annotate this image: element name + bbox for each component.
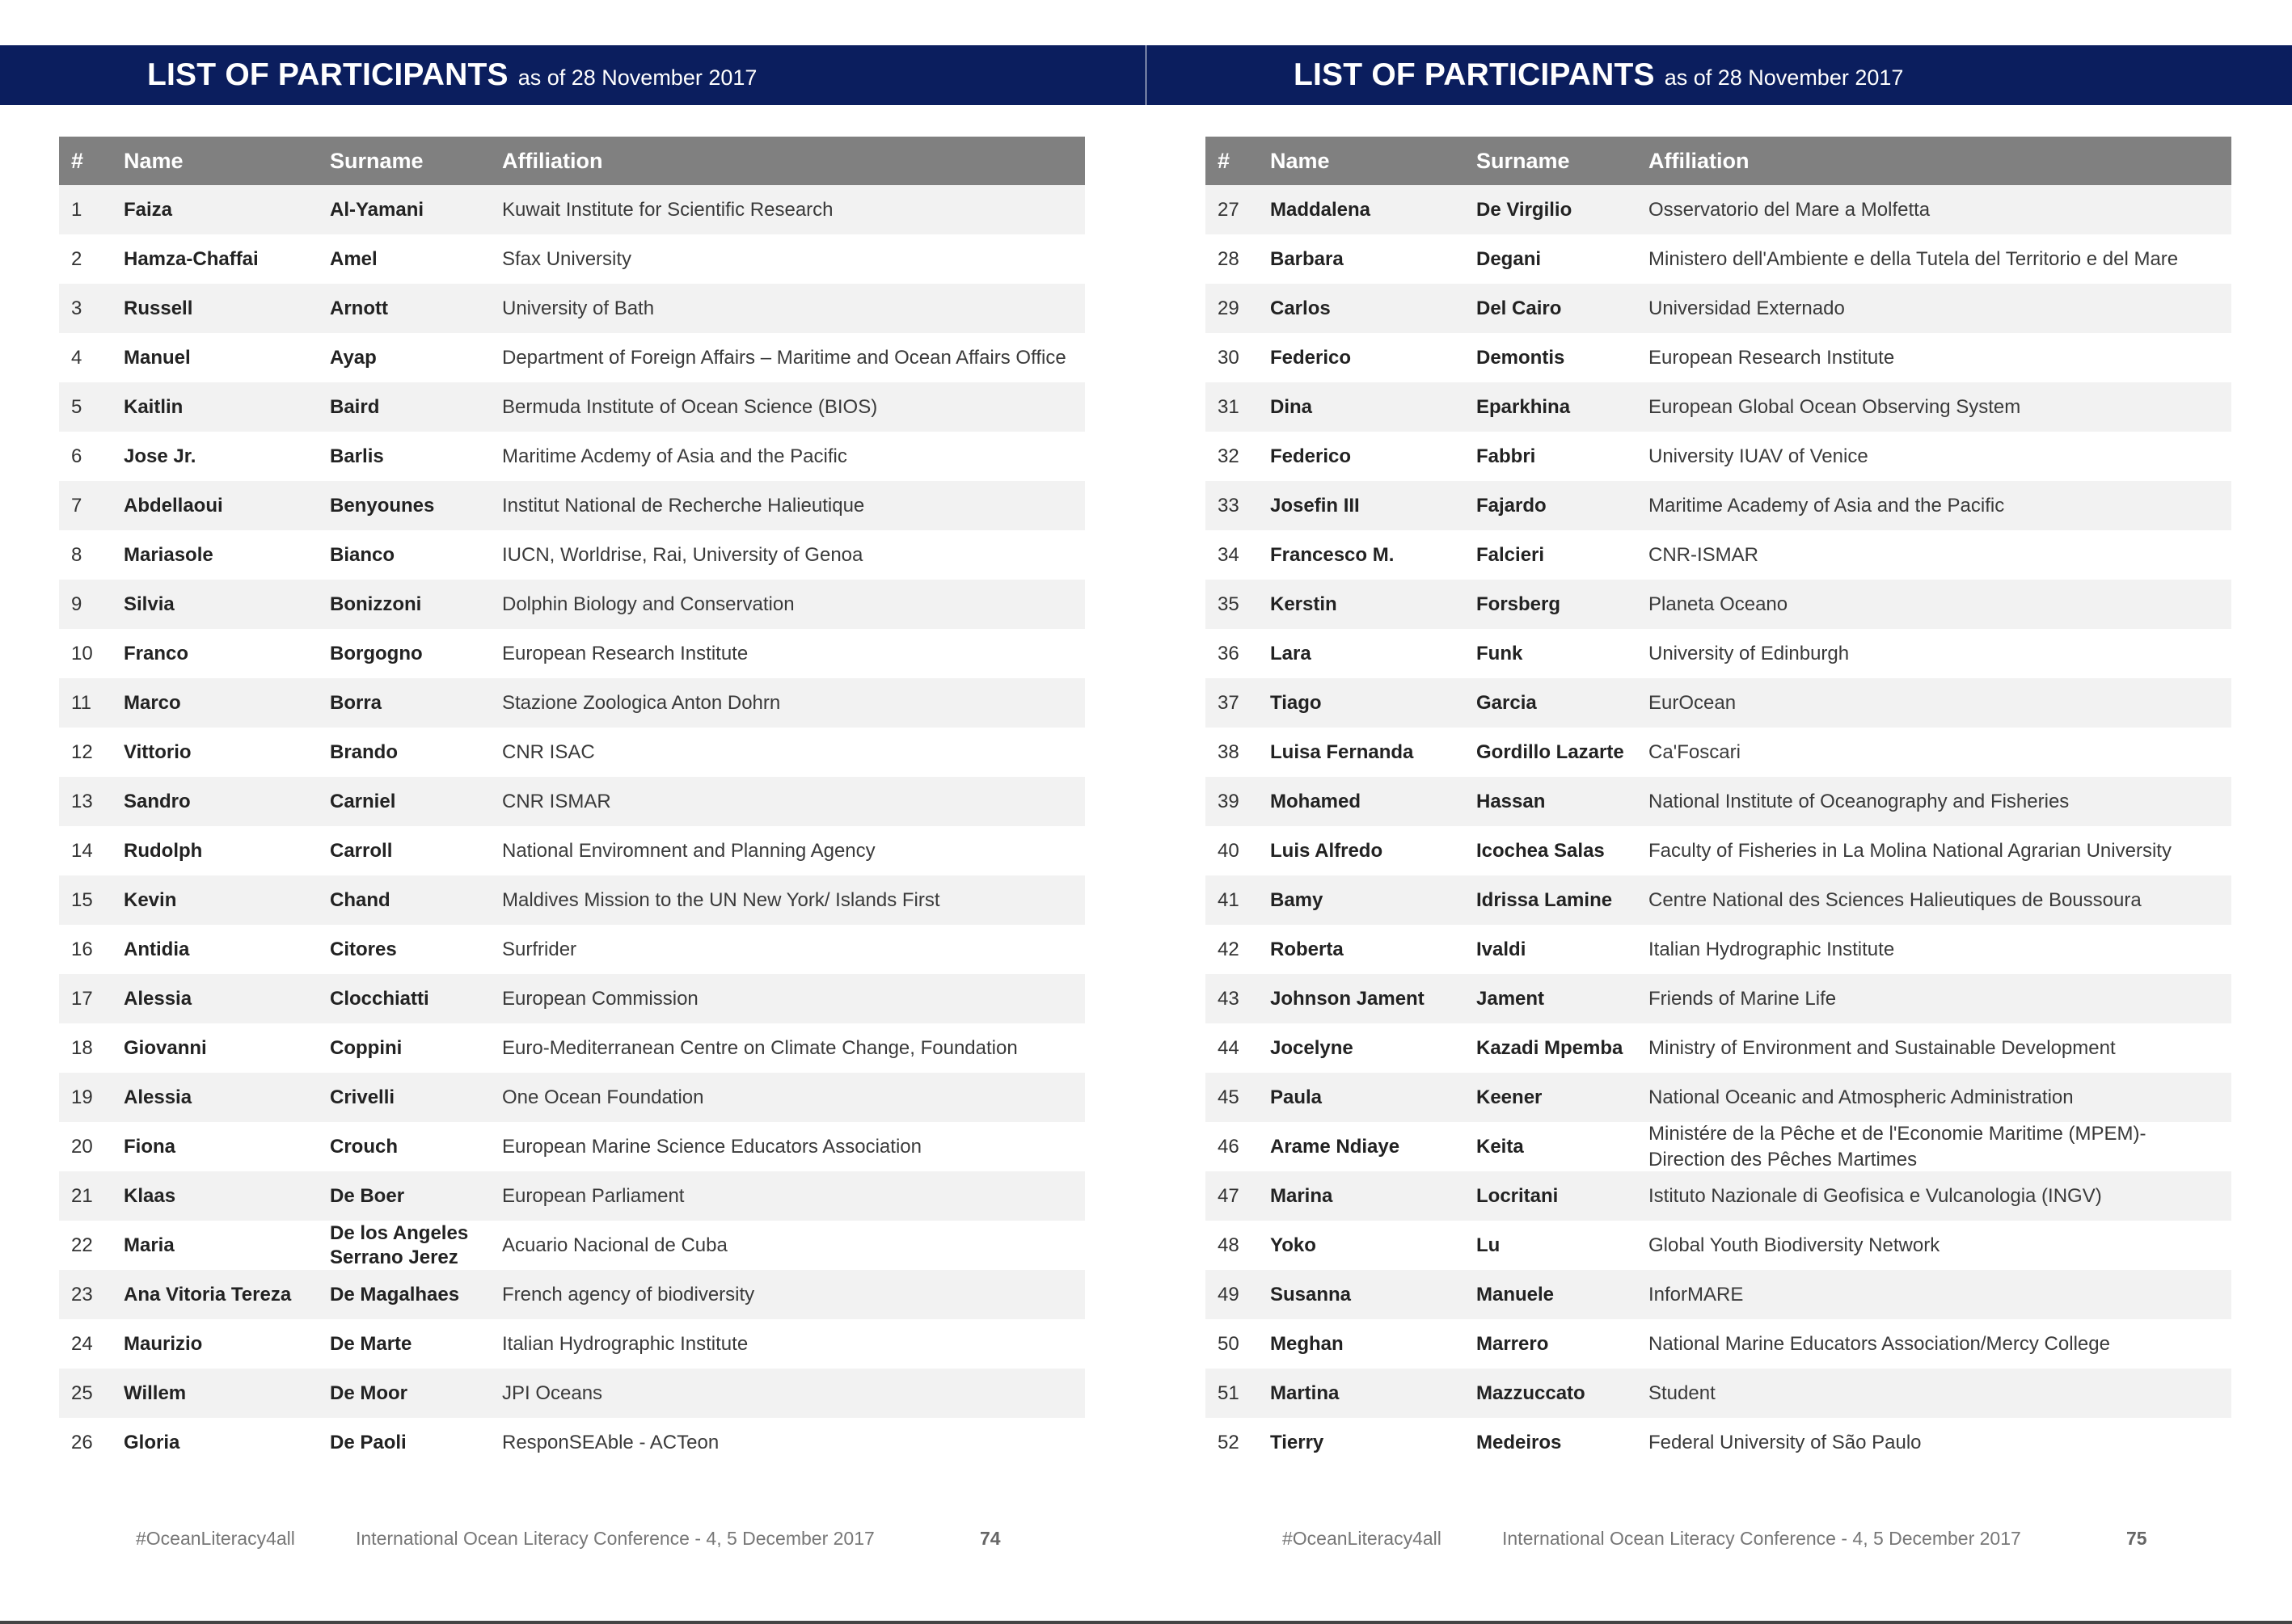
cell-affiliation: Acuario Nacional de Cuba xyxy=(502,1234,728,1256)
cell-affiliation: Maritime Academy of Asia and the Pacific xyxy=(1648,494,2005,517)
cell-affiliation: European Global Ocean Observing System xyxy=(1648,395,2021,418)
table-row xyxy=(1205,1171,2231,1221)
cell-surname: De Magalhaes xyxy=(330,1283,460,1306)
cell-num: 40 xyxy=(1218,839,1239,862)
cell-affiliation: Friends of Marine Life xyxy=(1648,987,1837,1010)
column-header-surname: Surname xyxy=(1476,149,1570,173)
cell-surname: Locritani xyxy=(1476,1184,1559,1207)
column-header-num: # xyxy=(71,148,84,173)
cell-surname: Chand xyxy=(330,888,390,911)
bottom-divider xyxy=(0,1621,2292,1624)
cell-name: Susanna xyxy=(1270,1283,1352,1306)
cell-name: Tiago xyxy=(1270,691,1322,714)
cell-affiliation: EurOcean xyxy=(1648,691,1737,714)
cell-name: Silvia xyxy=(124,593,175,615)
table-row xyxy=(1205,826,2231,875)
header-subtitle: as of 28 November 2017 xyxy=(1664,65,1904,90)
cell-surname: Coppini xyxy=(330,1036,403,1059)
table-row xyxy=(1205,580,2231,629)
cell-surname: Falcieri xyxy=(1476,543,1545,566)
cell-affiliation: Kuwait Institute for Scientific Research xyxy=(502,198,834,221)
table-row xyxy=(1205,481,2231,530)
cell-surname: Lu xyxy=(1476,1234,1501,1256)
column-header-num: # xyxy=(1218,148,1230,173)
cell-affiliation: National Marine Educators Association/Mercy College xyxy=(1648,1332,2110,1355)
cell-surname: Garcia xyxy=(1476,691,1537,714)
cell-num: 38 xyxy=(1218,740,1239,763)
cell-affiliation: University of Edinburgh xyxy=(1648,642,1850,664)
cell-surname: Jament xyxy=(1476,987,1545,1010)
cell-affiliation: Italian Hydrographic Institute xyxy=(1648,938,1895,960)
cell-affiliation: Sfax University xyxy=(502,247,632,270)
cell-num: 41 xyxy=(1218,888,1239,911)
cell-affiliation: CNR ISAC xyxy=(502,740,595,763)
cell-surname: Demontis xyxy=(1476,346,1565,369)
cell-affiliation: European Commission xyxy=(502,987,699,1010)
header-subtitle: as of 28 November 2017 xyxy=(517,65,758,90)
cell-num: 26 xyxy=(71,1431,93,1453)
cell-num: 21 xyxy=(71,1184,93,1207)
cell-num: 29 xyxy=(1218,297,1239,319)
cell-surname: Eparkhina xyxy=(1476,395,1571,418)
page-footer xyxy=(1146,1528,2292,1560)
table-row xyxy=(1205,1122,2231,1171)
cell-surname: Clocchiatti xyxy=(330,987,429,1010)
page-right xyxy=(1146,0,2292,1624)
table-row xyxy=(59,925,1085,974)
cell-affiliation: Ca'Foscari xyxy=(1648,740,1741,763)
cell-num: 36 xyxy=(1218,642,1239,664)
cell-surname: Citores xyxy=(330,938,397,960)
table-row xyxy=(59,234,1085,284)
table-row xyxy=(1205,1073,2231,1122)
cell-name: Josefin III xyxy=(1270,494,1360,517)
cell-name: Federico xyxy=(1270,445,1352,467)
cell-affiliation: European Marine Science Educators Association xyxy=(502,1135,922,1158)
cell-name: Marina xyxy=(1270,1184,1333,1207)
cell-num: 32 xyxy=(1218,445,1239,467)
cell-affiliation: National Institute of Oceanography and Fisheries xyxy=(1648,790,2070,812)
table-row xyxy=(1205,333,2231,382)
cell-num: 24 xyxy=(71,1332,93,1355)
cell-name: Alessia xyxy=(124,987,192,1010)
cell-affiliation: European Research Institute xyxy=(502,642,749,664)
cell-num: 6 xyxy=(71,445,82,467)
cell-affiliation: Institut National de Recherche Halieutique xyxy=(502,494,865,517)
table-row xyxy=(59,678,1085,728)
table-row xyxy=(1205,382,2231,432)
table-body xyxy=(1205,185,2231,1467)
table-row xyxy=(1205,1270,2231,1319)
cell-surname: Crouch xyxy=(330,1135,398,1158)
cell-affiliation: European Parliament xyxy=(502,1184,685,1207)
cell-surname: Crivelli xyxy=(330,1086,395,1108)
cell-num: 51 xyxy=(1218,1381,1239,1404)
table-row xyxy=(59,333,1085,382)
cell-num: 46 xyxy=(1218,1135,1239,1158)
cell-surname: Carroll xyxy=(330,839,393,862)
cell-affiliation: IUCN, Worldrise, Rai, University of Genoa xyxy=(502,543,863,566)
cell-num: 4 xyxy=(71,346,82,369)
cell-name: Antidia xyxy=(124,938,190,960)
cell-surname: De Paoli xyxy=(330,1431,407,1453)
page-header xyxy=(1146,45,2292,105)
cell-num: 16 xyxy=(71,938,93,960)
cell-name: Dina xyxy=(1270,395,1313,418)
cell-surname: Gordillo Lazarte xyxy=(1476,740,1624,763)
cell-name: Francesco M. xyxy=(1270,543,1395,566)
cell-affiliation: CNR ISMAR xyxy=(502,790,611,812)
cell-name: Kevin xyxy=(124,888,177,911)
cell-num: 13 xyxy=(71,790,93,812)
cell-name: Lara xyxy=(1270,642,1311,664)
cell-name: Paula xyxy=(1270,1086,1323,1108)
cell-affiliation: Universidad Externado xyxy=(1648,297,1845,319)
cell-surname: Bonizzoni xyxy=(330,593,422,615)
cell-name: Barbara xyxy=(1270,247,1344,270)
cell-affiliation: Centre National des Sciences Halieutiques de Boussoura xyxy=(1648,888,2142,911)
cell-name: Abdellaoui xyxy=(124,494,223,517)
table-row xyxy=(59,826,1085,875)
cell-num: 45 xyxy=(1218,1086,1239,1108)
cell-surname: Idrissa Lamine xyxy=(1476,888,1613,911)
cell-name: Alessia xyxy=(124,1086,192,1108)
table-row xyxy=(1205,974,2231,1023)
cell-surname: Fabbri xyxy=(1476,445,1536,467)
participants-table xyxy=(59,137,1085,1467)
cell-name: Hamza-Chaffai xyxy=(124,247,259,270)
footer-conference: International Ocean Literacy Conference - 4, 5 December 2017 xyxy=(356,1528,875,1549)
cell-num: 28 xyxy=(1218,247,1239,270)
cell-name: Klaas xyxy=(124,1184,176,1207)
participants-table xyxy=(1205,137,2231,1467)
cell-name: Willem xyxy=(124,1381,187,1404)
cell-num: 14 xyxy=(71,839,93,862)
cell-name: Luis Alfredo xyxy=(1270,839,1383,862)
cell-surname: Carniel xyxy=(330,790,396,812)
cell-num: 44 xyxy=(1218,1036,1239,1059)
cell-num: 15 xyxy=(71,888,93,911)
cell-num: 1 xyxy=(71,198,82,221)
cell-num: 50 xyxy=(1218,1332,1239,1355)
cell-surname: Barlis xyxy=(330,445,384,467)
cell-surname: Medeiros xyxy=(1476,1431,1562,1453)
table-body xyxy=(59,185,1085,1467)
cell-affiliation: French agency of biodiversity xyxy=(502,1283,755,1306)
table-row xyxy=(59,1270,1085,1319)
cell-name: Bamy xyxy=(1270,888,1323,911)
cell-surname: Marrero xyxy=(1476,1332,1549,1355)
table-row xyxy=(1205,234,2231,284)
header-title: LIST OF PARTICIPANTS xyxy=(1294,57,1655,92)
cell-affiliation: Italian Hydrographic Institute xyxy=(502,1332,749,1355)
cell-surname: Benyounes xyxy=(330,494,435,517)
table-header xyxy=(1205,137,2231,185)
page-number: 75 xyxy=(2126,1528,2147,1549)
cell-surname: De Boer xyxy=(330,1184,405,1207)
table-row xyxy=(1205,1221,2231,1270)
table-row xyxy=(59,728,1085,777)
table-row xyxy=(59,185,1085,234)
table-row xyxy=(59,777,1085,826)
cell-surname: Icochea Salas xyxy=(1476,839,1605,862)
cell-name: Meghan xyxy=(1270,1332,1344,1355)
cell-name: Gloria xyxy=(124,1431,180,1453)
cell-surname: Ayap xyxy=(330,346,377,369)
cell-name: Mariasole xyxy=(124,543,213,566)
table-row xyxy=(59,1221,1085,1270)
cell-num: 25 xyxy=(71,1381,93,1404)
cell-affiliation: Stazione Zoologica Anton Dohrn xyxy=(502,691,781,714)
cell-affiliation: University of Bath xyxy=(502,297,655,319)
cell-affiliation: Osservatorio del Mare a Molfetta xyxy=(1648,198,1931,221)
cell-name: Jose Jr. xyxy=(124,445,196,467)
cell-num: 35 xyxy=(1218,593,1239,615)
table-row xyxy=(59,382,1085,432)
cell-surname: Al-Yamani xyxy=(330,198,424,221)
table-row xyxy=(59,1171,1085,1221)
page-number: 74 xyxy=(980,1528,1001,1549)
table-row xyxy=(59,1122,1085,1171)
cell-affiliation: Ministero dell'Ambiente e della Tutela del Territorio e del Mare xyxy=(1648,247,2179,270)
page-footer xyxy=(0,1528,1146,1560)
cell-name: Faiza xyxy=(124,198,173,221)
column-header-name: Name xyxy=(124,148,184,173)
cell-surname: De los Angeles Serrano Jerez xyxy=(330,1221,469,1268)
table-header xyxy=(59,137,1085,185)
cell-name: Johnson Jament xyxy=(1270,987,1425,1010)
cell-affiliation: InforMARE xyxy=(1648,1283,1744,1306)
cell-affiliation: JPI Oceans xyxy=(502,1381,603,1404)
cell-num: 17 xyxy=(71,987,93,1010)
cell-num: 12 xyxy=(71,740,93,763)
cell-affiliation: Faculty of Fisheries in La Molina National Agrarian University xyxy=(1648,839,2172,862)
cell-num: 3 xyxy=(71,297,82,319)
cell-num: 48 xyxy=(1218,1234,1239,1256)
cell-num: 20 xyxy=(71,1135,93,1158)
cell-affiliation: Department of Foreign Affairs – Maritime and Ocean Affairs Office xyxy=(502,346,1066,369)
cell-name: Jocelyne xyxy=(1270,1036,1353,1059)
cell-affiliation: National Enviromnent and Planning Agency xyxy=(502,839,876,862)
cell-affiliation: Maritime Acdemy of Asia and the Pacific xyxy=(502,445,847,467)
column-header-name: Name xyxy=(1270,148,1330,173)
table-row xyxy=(1205,1023,2231,1073)
cell-name: Franco xyxy=(124,642,189,664)
cell-surname: Keener xyxy=(1476,1086,1543,1108)
table-row xyxy=(59,481,1085,530)
cell-name: Mohamed xyxy=(1270,790,1361,812)
cell-surname: Arnott xyxy=(330,297,388,319)
table-row xyxy=(59,580,1085,629)
cell-name: Roberta xyxy=(1270,938,1344,960)
cell-name: Maria xyxy=(124,1234,175,1256)
cell-num: 42 xyxy=(1218,938,1239,960)
table-row xyxy=(1205,728,2231,777)
cell-surname: Keita xyxy=(1476,1135,1524,1158)
cell-affiliation: Istituto Nazionale di Geofisica e Vulcanologia (INGV) xyxy=(1648,1184,2102,1207)
table-row xyxy=(1205,432,2231,481)
column-header-surname: Surname xyxy=(330,149,424,173)
cell-surname: Funk xyxy=(1476,642,1523,664)
cell-name: Sandro xyxy=(124,790,191,812)
cell-affiliation: Maldives Mission to the UN New York/ Islands First xyxy=(502,888,940,911)
cell-num: 23 xyxy=(71,1283,93,1306)
cell-name: Marco xyxy=(124,691,181,714)
cell-name: Yoko xyxy=(1270,1234,1316,1256)
cell-num: 22 xyxy=(71,1234,93,1256)
cell-affiliation: National Oceanic and Atmospheric Administration xyxy=(1648,1086,2074,1108)
cell-affiliation: ResponSEAble - ACTeon xyxy=(502,1431,720,1453)
header-text xyxy=(1294,45,1903,105)
cell-num: 33 xyxy=(1218,494,1239,517)
cell-name: Kerstin xyxy=(1270,593,1337,615)
cell-name: Giovanni xyxy=(124,1036,207,1059)
cell-affiliation: Surfrider xyxy=(502,938,577,960)
cell-affiliation: European Research Institute xyxy=(1648,346,1895,369)
cell-num: 19 xyxy=(71,1086,93,1108)
table-row xyxy=(1205,1319,2231,1369)
cell-surname: Baird xyxy=(330,395,380,418)
header-title: LIST OF PARTICIPANTS xyxy=(147,57,509,92)
cell-num: 52 xyxy=(1218,1431,1239,1453)
table-row xyxy=(59,432,1085,481)
cell-surname: Forsberg xyxy=(1476,593,1561,615)
cell-surname: Fajardo xyxy=(1476,494,1547,517)
header-text xyxy=(147,45,757,105)
cell-surname: Manuele xyxy=(1476,1283,1555,1306)
cell-num: 10 xyxy=(71,642,93,664)
cell-surname: Degani xyxy=(1476,247,1542,270)
cell-affiliation: One Ocean Foundation xyxy=(502,1086,704,1108)
cell-surname: De Marte xyxy=(330,1332,412,1355)
cell-surname: Borgogno xyxy=(330,642,423,664)
cell-name: Vittorio xyxy=(124,740,192,763)
table-row xyxy=(1205,678,2231,728)
cell-name: Maddalena xyxy=(1270,198,1371,221)
cell-affiliation: Student xyxy=(1648,1381,1716,1404)
table-row xyxy=(59,1023,1085,1073)
cell-surname: Del Cairo xyxy=(1476,297,1562,319)
table-row xyxy=(59,284,1085,333)
table-row xyxy=(59,974,1085,1023)
cell-num: 30 xyxy=(1218,346,1239,369)
cell-name: Tierry xyxy=(1270,1431,1324,1453)
cell-name: Russell xyxy=(124,297,193,319)
cell-name: Carlos xyxy=(1270,297,1331,319)
cell-surname: Brando xyxy=(330,740,398,763)
cell-affiliation: Euro-Mediterranean Centre on Climate Change, Foundation xyxy=(502,1036,1018,1059)
cell-name: Manuel xyxy=(124,346,191,369)
cell-affiliation: Global Youth Biodiversity Network xyxy=(1648,1234,1940,1256)
cell-surname: Kazadi Mpemba xyxy=(1476,1036,1623,1059)
page-header xyxy=(0,45,1146,105)
cell-num: 2 xyxy=(71,247,82,270)
cell-affiliation: University IUAV of Venice xyxy=(1648,445,1868,467)
cell-name: Ana Vitoria Tereza xyxy=(124,1283,292,1306)
cell-name: Rudolph xyxy=(124,839,203,862)
cell-num: 11 xyxy=(71,691,91,714)
table-row xyxy=(1205,1369,2231,1418)
table-row xyxy=(1205,530,2231,580)
cell-num: 43 xyxy=(1218,987,1239,1010)
cell-surname: Mazzuccato xyxy=(1476,1381,1585,1404)
table-row xyxy=(59,1319,1085,1369)
cell-name: Maurizio xyxy=(124,1332,203,1355)
cell-affiliation: Ministére de la Pêche et de l'Economie Maritime (MPEM)-Direction des Pêches Martimes xyxy=(1648,1122,2146,1171)
cell-num: 27 xyxy=(1218,198,1239,221)
cell-affiliation: Dolphin Biology and Conservation xyxy=(502,593,795,615)
table-row xyxy=(1205,1418,2231,1467)
footer-hashtag: #OceanLiteracy4all xyxy=(136,1528,295,1549)
cell-surname: Ivaldi xyxy=(1476,938,1526,960)
table-row xyxy=(1205,284,2231,333)
table-row xyxy=(59,1369,1085,1418)
cell-name: Arame Ndiaye xyxy=(1270,1135,1400,1158)
cell-surname: Hassan xyxy=(1476,790,1546,812)
cell-surname: Amel xyxy=(330,247,378,270)
cell-num: 37 xyxy=(1218,691,1239,714)
table-row xyxy=(1205,629,2231,678)
cell-name: Luisa Fernanda xyxy=(1270,740,1414,763)
cell-num: 34 xyxy=(1218,543,1239,566)
cell-num: 31 xyxy=(1218,395,1239,418)
cell-surname: Borra xyxy=(330,691,382,714)
cell-affiliation: Federal University of São Paulo xyxy=(1648,1431,1922,1453)
column-header-affiliation: Affiliation xyxy=(1648,149,1750,173)
cell-surname: De Moor xyxy=(330,1381,407,1404)
cell-num: 9 xyxy=(71,593,82,615)
cell-affiliation: Bermuda Institute of Ocean Science (BIOS) xyxy=(502,395,878,418)
cell-num: 8 xyxy=(71,543,82,566)
cell-num: 18 xyxy=(71,1036,93,1059)
cell-num: 49 xyxy=(1218,1283,1239,1306)
cell-num: 5 xyxy=(71,395,82,418)
table-row xyxy=(59,1418,1085,1467)
cell-affiliation: Ministry of Environment and Sustainable Development xyxy=(1648,1036,2116,1059)
table-row xyxy=(1205,925,2231,974)
cell-name: Martina xyxy=(1270,1381,1340,1404)
cell-num: 39 xyxy=(1218,790,1239,812)
cell-affiliation: Planeta Oceano xyxy=(1648,593,1788,615)
cell-name: Fiona xyxy=(124,1135,175,1158)
column-header-affiliation: Affiliation xyxy=(502,149,603,173)
table-row xyxy=(59,629,1085,678)
cell-affiliation: CNR-ISMAR xyxy=(1648,543,1758,566)
table-row xyxy=(59,1073,1085,1122)
cell-name: Kaitlin xyxy=(124,395,184,418)
table-row xyxy=(1205,185,2231,234)
footer-conference: International Ocean Literacy Conference - 4, 5 December 2017 xyxy=(1502,1528,2021,1549)
table-row xyxy=(59,530,1085,580)
cell-num: 47 xyxy=(1218,1184,1239,1207)
cell-surname: De Virgilio xyxy=(1476,198,1572,221)
cell-surname: Bianco xyxy=(330,543,395,566)
footer-hashtag: #OceanLiteracy4all xyxy=(1282,1528,1441,1549)
table-row xyxy=(1205,777,2231,826)
table-row xyxy=(1205,875,2231,925)
cell-name: Federico xyxy=(1270,346,1352,369)
table-row xyxy=(59,875,1085,925)
cell-num: 7 xyxy=(71,494,82,517)
